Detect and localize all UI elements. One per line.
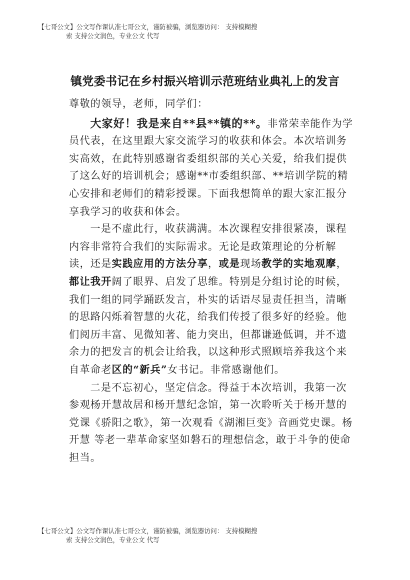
header-line-1: 【七哥公文】公文写作课认准七哥公文，谨防被骗，浏览器访问： 支持模糊搜 [38, 23, 258, 31]
paragraph-2-text-6: 女书记。非常感谢他们。 [167, 364, 286, 376]
paragraph-2-text-1: 一是不虚此行，收获满满。本次课程安排很紧凑，课程内容非常符合我们的实际需求。无论是政策理论的分析解读，还是 [69, 224, 347, 271]
footer-line-2: 索 支持公文润色，专业公文 代写 [66, 536, 160, 544]
paragraph-2-bold-1: 实践应用的方法分享 [111, 259, 209, 271]
footer-line-1: 【七哥公文】公文写作课认准七哥公文，谨防被骗，浏览器访问： 支持模糊搜 [38, 527, 258, 535]
paragraph-2-text-3: 现场 [240, 259, 262, 271]
paragraph-2-bold-3: 教学的实地观摩 [261, 259, 337, 271]
paragraph-2-text-2: ， [208, 259, 219, 271]
page-header [38, 23, 380, 41]
paragraph-2 [69, 221, 357, 379]
paragraph-1-text: 非常荣幸能作为学员代表，在这里跟大家交流学习的收获和体会。本次培训务实高效，在此特别感谢省委组织部的关心关爱，给我们提供了这么好的培训机会；感谢**市委组织部、**培训学院的精心安排和老师们的精彩授课。下面我想简单的跟大家汇报分享我学习的收获和体会。 [69, 118, 354, 218]
header-line-2: 索 支持公文润色，专业公文 代写 [66, 32, 160, 40]
page-footer [38, 527, 380, 545]
paragraph-3: 二是不忘初心，坚定信念。得益于本次培训，我第一次参观杨开慧故居和杨开慧纪念馆，第一次聆听关于杨开慧的党课《骄阳之歌》，第一次观看《湖湘巨变》音画党史课。杨开慧 等老一辈革命家坚如磐石的理想信念，敢于斗争的使命担当。 [69, 382, 353, 464]
document-title: 镇党委书记在乡村振兴培训示范班结业典礼上的发言 [70, 74, 340, 88]
paragraph-2-text-5: 阔了眼界、启发了思维。特别是分组讨论的时候，我们一组的同学踊跃发言，朴实的话语尽显责任担当，清晰的思路闪烁着智慧的火花，给我们传授了很多好的经验。他们阅历丰富、见微知著、能力突出，但都谦逊低调，并不遗余力的把发言的机会让给我，以这种形式照顾培养我这个来自革命老 [69, 276, 348, 376]
paragraph-2-bold-4: 都让我开 [69, 276, 112, 288]
paragraph-1 [69, 115, 357, 222]
greeting: 尊敬的领导，老师，同学们： [69, 99, 209, 110]
paragraph-1-lead: 大家好！我是来自**县**镇的**。 [90, 116, 268, 130]
paragraph-2-text-4: ， [336, 259, 348, 271]
document-body [69, 96, 357, 467]
paragraph-2-bold-5: 区的“新兵” [111, 364, 168, 376]
paragraph-2-bold-2: 或是 [218, 259, 241, 271]
